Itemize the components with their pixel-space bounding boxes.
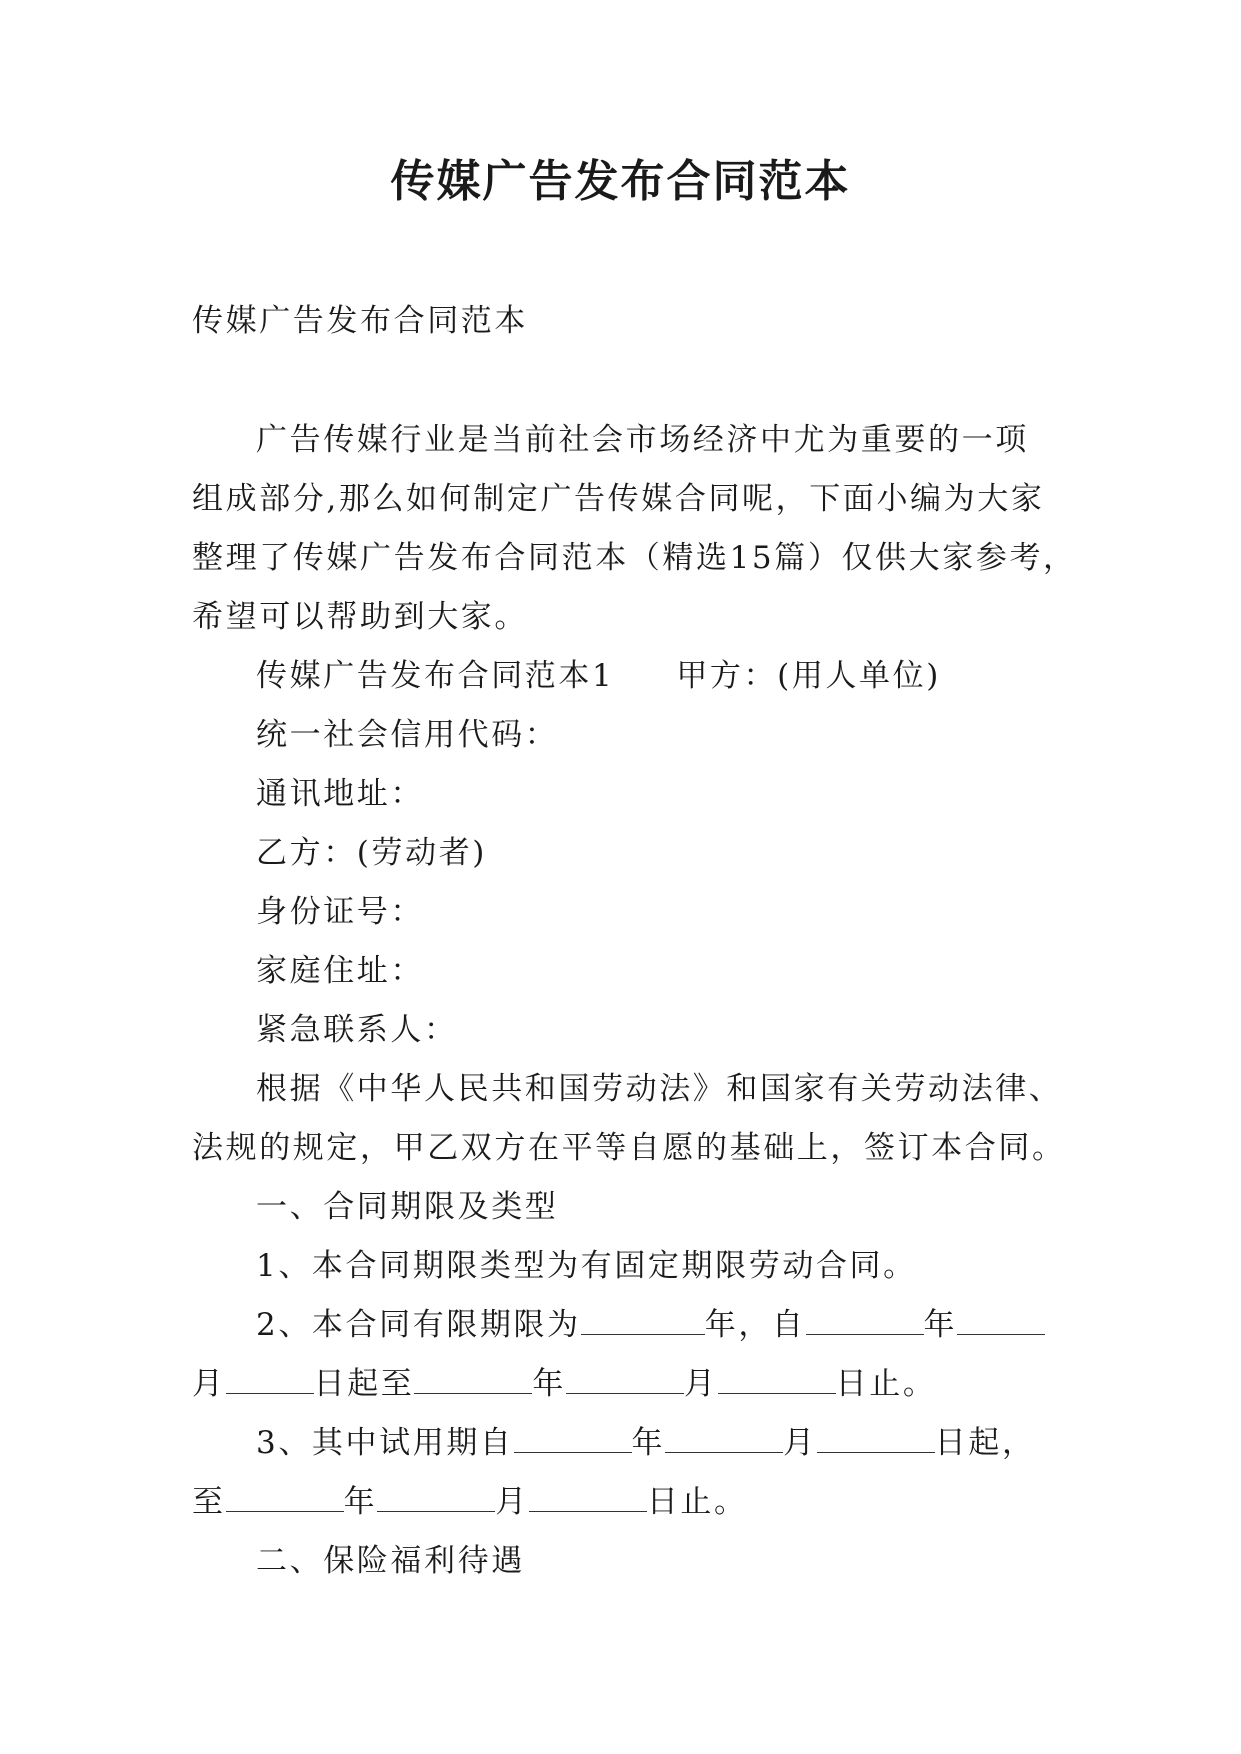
clause-text: 至 (192, 1484, 226, 1520)
clause1-item3-line1 (192, 1414, 1072, 1473)
clause2-heading: 二、保险福利待遇 (256, 1543, 525, 1579)
blank-field (718, 1363, 836, 1394)
clause-text: 月 (192, 1366, 226, 1402)
clause-text: 2、本合同有限期限为 (256, 1307, 581, 1343)
emergency-contact-label: 紧急联系人： (256, 1012, 458, 1048)
clause-text: 年 (631, 1425, 666, 1461)
blank-field (581, 1304, 705, 1335)
document-subtitle: 传媒广告发布合同范本 (192, 303, 528, 339)
address-label: 通讯地址： (256, 776, 424, 812)
blank-field (566, 1363, 684, 1394)
clause-text: 日止。 (646, 1484, 748, 1520)
blank-field (817, 1422, 935, 1453)
clause-text: 月 (684, 1366, 718, 1402)
clause1-item2-line2 (192, 1355, 1072, 1414)
document-body (192, 292, 1077, 1591)
document-title: 传媒广告发布合同范本 (390, 156, 851, 207)
section1-heading: 传媒广告发布合同范本1 (256, 658, 615, 694)
clause-text: 3、其中试用期自 (256, 1425, 514, 1461)
basis-line-2: 法规的规定，甲乙双方在平等自愿的基础上，签订本合同。 (192, 1130, 1066, 1166)
clause-text: 日起， (934, 1425, 1036, 1461)
clause-text: 月 (783, 1425, 817, 1461)
clause-text: 年 (343, 1484, 378, 1520)
blank-field (414, 1363, 532, 1394)
id-number-label: 身份证号： (256, 894, 424, 930)
section1-line (192, 647, 1072, 706)
clause1-item1: 1、本合同期限类型为有固定期限劳动合同。 (256, 1248, 917, 1284)
basis-line-1: 根据《中华人民共和国劳动法》和国家有关劳动法律、 (256, 1071, 1063, 1107)
blank-field (665, 1422, 783, 1453)
clause1-heading: 一、合同期限及类型 (256, 1189, 559, 1225)
intro-line-1: 广告传媒行业是当前社会市场经济中尤为重要的一项 (256, 422, 1029, 458)
clause-text: 年 (923, 1307, 958, 1343)
clause-text: 日起至 (313, 1366, 415, 1402)
blank-field (806, 1304, 924, 1335)
blank-field (226, 1363, 314, 1394)
clause-text: 日止。 (835, 1366, 937, 1402)
blank-field (529, 1481, 647, 1512)
party-a-label: 甲方：(用人单位) (676, 658, 941, 694)
blank-field (377, 1481, 495, 1512)
blank-field (957, 1304, 1045, 1335)
clause1-item3-line2 (192, 1473, 1072, 1532)
intro-line-4: 希望可以帮助到大家。 (192, 599, 528, 635)
party-b-label: 乙方：(劳动者) (256, 835, 487, 871)
clause-text: 年，自 (704, 1307, 806, 1343)
blank-field (514, 1422, 632, 1453)
clause-text: 月 (495, 1484, 529, 1520)
blank-field (226, 1481, 344, 1512)
intro-line-3: 整理了传媒广告发布合同范本（精选15篇）仅供大家参考， (192, 540, 1077, 576)
clause1-item2-line1 (192, 1296, 1072, 1355)
home-address-label: 家庭住址： (256, 953, 424, 989)
intro-line-2: 组成部分,那么如何制定广告传媒合同呢，下面小编为大家 (192, 481, 1045, 517)
credit-code-label: 统一社会信用代码： (256, 717, 559, 753)
clause-text: 年 (532, 1366, 567, 1402)
